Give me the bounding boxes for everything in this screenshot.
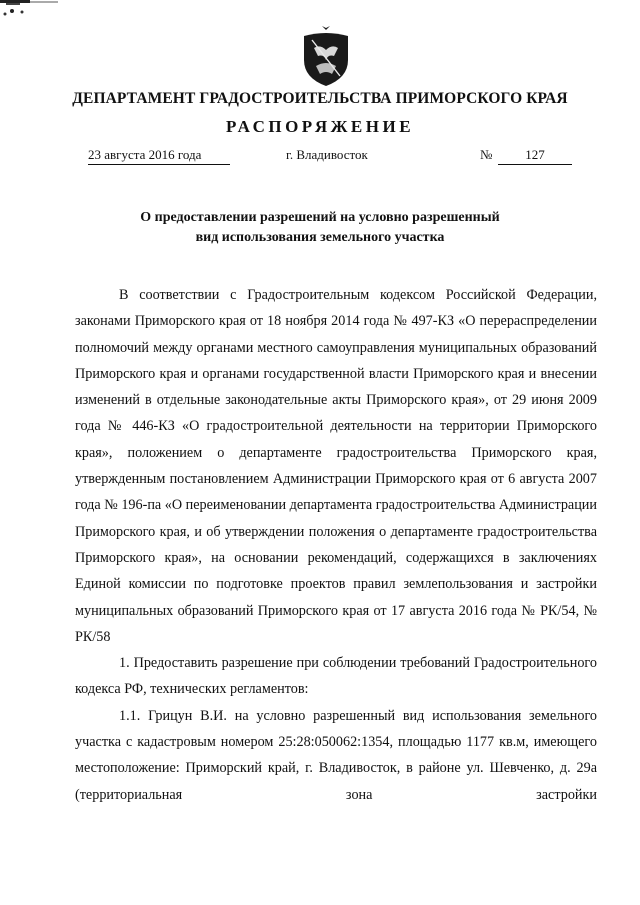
document-date: 23 августа 2016 года [88, 147, 230, 165]
document-body [75, 282, 597, 808]
department-name: ДЕПАРТАМЕНТ ГРАДОСТРОИТЕЛЬСТВА ПРИМОРСКОГО КРАЯ [72, 90, 568, 107]
document-number-label: № [480, 147, 493, 162]
document-city: г. Владивосток [286, 147, 368, 162]
document-number: 127 [498, 147, 572, 165]
clause-1-1-paragraph: 1.1. Грицун В.И. на условно разрешенный вид использования земельного участка с кадастровым номером 25:28:050062:1354, площадью 1177 кв.м, имеющего местоположение: Приморский край, г. Владивосток, в районе ул. Шевченко, д. 29а (территориальная зона застройки [75, 707, 597, 803]
document-subject [0, 208, 640, 248]
subject-line-1: О предоставлении разрешений на условно разрешенный [140, 210, 500, 225]
document-type-title: РАСПОРЯЖЕНИЕ [225, 117, 415, 136]
preamble-paragraph: В соответствии с Градостроительным кодексом Российской Федерации, законами Приморского края от 18 ноября 2014 года № 497-КЗ «О перераспределении полномочий между органами местного самоуправления муниципальных образований Приморского края и органами государственной власти Приморского края и внесении изменений в отдельные законодательные акты Приморского края», от 29 июня 2009 года № 446-КЗ «О градостроительной деятельности на территории Приморского края», положением о департаменте градостроительства Приморского края, утвержденным постановлением Администрации Приморского края от 6 августа 2007 года № 196-па «О переименовании департамента градостроительства Администрации Приморского края, и об утверждении положения о департаменте градостроительства Приморского края», на основании рекомендаций, содержащихся в заключениях Единой комиссии по подготовке проектов правил землепользования и застройки муниципальных образований Приморского края от 17 августа 2016 года № РК/54, № РК/58 [75, 287, 597, 645]
coat-of-arms-icon [298, 26, 354, 88]
scan-artifact [0, 0, 60, 16]
subject-line-2: вид использования земельного участка [195, 230, 445, 245]
clause-1-paragraph: 1. Предоставить разрешение при соблюдении требований Градостроительного кодекса РФ, технических регламентов: [75, 655, 597, 698]
